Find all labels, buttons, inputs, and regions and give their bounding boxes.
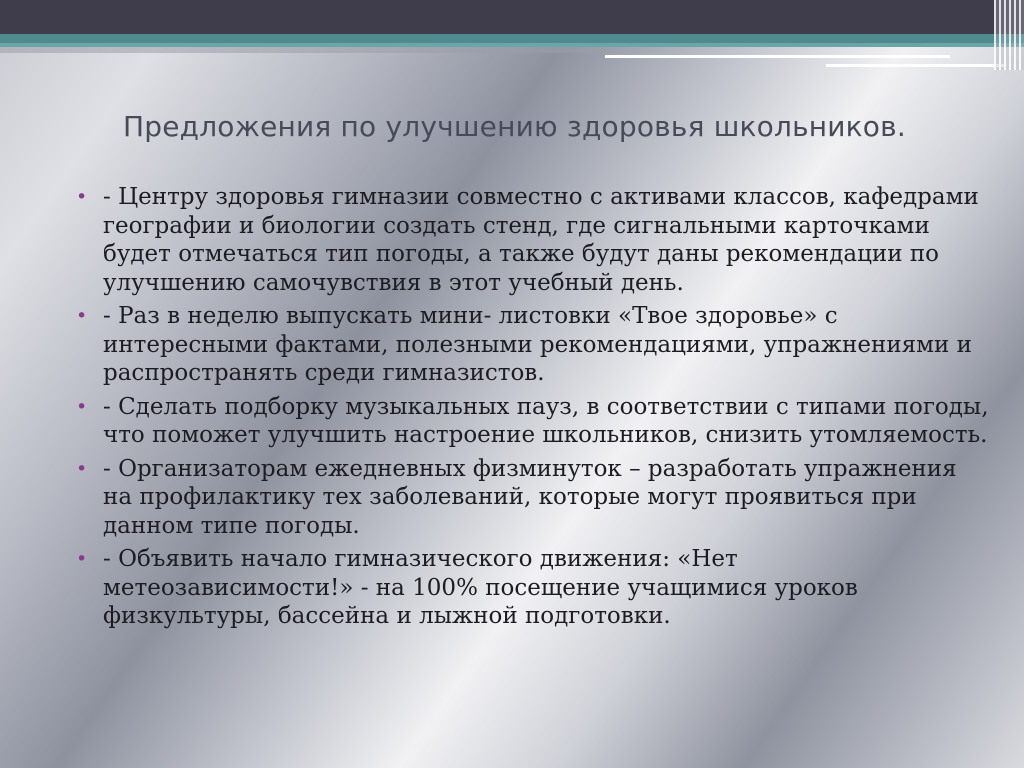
list-item-text: - Центру здоровья гимназии совместно с активами классов, кафедрами географии и биологии создать стенд, где сигнальными карточками будет отмечаться тип погоды, а также будут даны рекомендации по улучшению самочувствия в этот учебный день.: [103, 184, 979, 296]
list-item: [70, 302, 990, 388]
list-item-text: - Организаторам ежедневных физминуток – разработать упражнения на профилактику тех заболеваний, которые могут проявиться при данном типе погоды.: [103, 455, 957, 539]
decorative-line-lower: [826, 64, 1006, 67]
list-item-text: - Сделать подборку музыкальных пауз, в соответствии с типами погоды, что поможет улучшить настроение школьников, снизить утомляемость.: [103, 393, 989, 448]
bullet-dot-icon: •: [76, 548, 88, 570]
list-item-text: - Раз в неделю выпускать мини- листовки «Твое здоровье» с интересными фактами, полезными рекомендациями, упражнениями и распространять среди гимназистов.: [103, 303, 973, 386]
list-item: [70, 455, 990, 541]
bullet-list: [70, 183, 990, 636]
header-dark-band: [0, 0, 1024, 34]
list-item-text: - Объявить начало гимназического движения: «Нет метеозависимости!» - на 100% посещение учащимися уроков физкультуры, бассейна и лыжной подготовки.: [103, 546, 858, 629]
list-item: [70, 393, 990, 450]
bullet-dot-icon: •: [76, 305, 88, 327]
list-item: [70, 545, 990, 631]
slide-title: Предложения по улучшению здоровья школьников.: [123, 110, 906, 143]
decorative-line-upper: [605, 55, 950, 58]
header-teal-band: [0, 34, 1024, 43]
decorative-stripes: [994, 0, 1024, 70]
bullet-dot-icon: •: [76, 457, 88, 480]
header-shadow-band: [0, 47, 605, 53]
bullet-dot-icon: •: [76, 186, 88, 208]
list-item: [70, 183, 990, 297]
bullet-dot-icon: •: [76, 395, 88, 418]
